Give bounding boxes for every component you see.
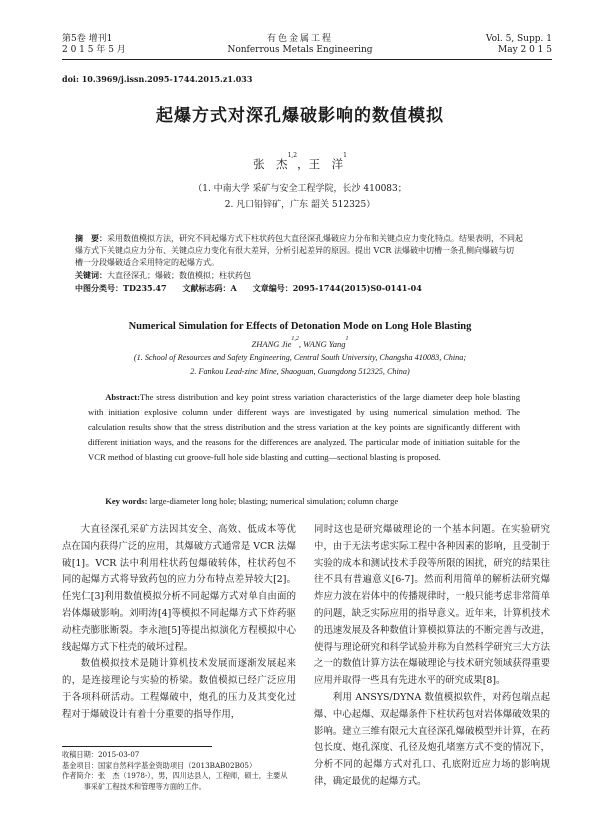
journal-volume (62, 34, 126, 56)
body-paragraph: 同时这也是研究爆破理论的一个基本问题。在实验研究中，由于无法考虑实际工程中各种因素的影响，且受制于实验的成本和测试技术手段等所限的困扰，研究的结果往往不具有普遍意义[6-7]。然而利用简单的解析法研究爆炸应力波在岩体中的传播规律时，一般只能考虑非常简单的问题，缺乏实际应用的指导意义。近年来，计算机技术的迅速发展及各种数值计算模拟算法的不断完善与改进，使得与理论研究和科学试验并称为自然科学研究三大方法之一的数值计算方法在爆破理论与技术研究领域获得重要应用并取得一些具有先进水平的研究成果[8]。 (314, 524, 550, 687)
abstract-cn-line-2: 爆方式下关键点应力分布、关键点应力变化有很大差异，分析引起差异的原因。提出 VCR 法爆破中切槽一条孔侧向爆破与切 (75, 246, 515, 255)
classification-line: 中图分类号：TD235.47 文献标志码：A 文章编号：2095-1744(2015)S0-0141-04 (75, 283, 422, 293)
author-en-1: ZHANG Jie (251, 339, 292, 349)
body-paragraph: 大直径深孔采矿方法因其安全、高效、低成本等优点在国内获得广泛的应用，其爆破方式通常是 VCR 法爆破[1]。VCR 法中利用柱状药包爆破转体，柱状药包不同的起爆方式将导致药包的应力分布特点差异较大[2]。任宪仁[3]利用数值模拟分析不同起爆方式对单自由面的岩体爆破影响。刘明涛[4]等模拟不同起爆方式下炸药驱动柱壳膨胀断裂。李永池[5]等提出拟演化方程模拟中心线起爆方式下柱壳的破坏过程。 (62, 524, 296, 653)
authors-cn (0, 152, 600, 172)
author-cn-2: ，王 洋 (297, 157, 344, 171)
authors-en (0, 336, 600, 349)
footnotes (62, 750, 302, 792)
keywords-en-label: Key words: (105, 496, 148, 506)
author-bio-cont: 事采矿工程技术和管理等方面的工作。 (83, 781, 206, 791)
journal-volume-en (440, 34, 552, 56)
journal-name (200, 34, 400, 56)
author-cn-1-affil: 1,2 (287, 152, 298, 159)
funding: 基金项目：国家自然科学基金资助项目（2013BAB02B05） (62, 760, 257, 770)
author-en-2-affil: 1 (345, 336, 349, 342)
title-en: Numerical Simulation for Effects of Detonation Mode on Long Hole Blasting (128, 321, 472, 332)
abstract-cn-line-3: 槽一分段爆破适合采用特定的起爆方式。 (75, 258, 219, 267)
abstract-en-text: The stress distribution and key point stress variation characteristics of the large diameter deep hole blasting with initiation explosive column under different ways are investigated by using numerical simulation method. The calculation results show that the stress distribution and the stress variation at the key points are significantly different with different initiation ways, and the reasons for the differences are analyzed. The particular mode of initiation suitable for the VCR method of blasting cut groove-full hole side blasting and cutting—sectional blasting is proposed. (88, 392, 520, 462)
volume-issue: 第5卷 增刊1 (62, 34, 113, 44)
author-en-1-affil: 1,2 (291, 336, 299, 342)
title-cn: 起爆方式对深孔爆破影响的数值模拟 (156, 106, 444, 126)
keywords-en (88, 494, 520, 509)
journal-name-en: Nonferrous Metals Engineering (227, 45, 373, 55)
affiliation-en-1 (0, 353, 600, 362)
keywords-en-text: large-diameter long hole; blasting; numerical simulation; column charge (149, 496, 399, 506)
body-paragraph: 数值模拟技术是随计算机技术发展而逐渐发展起来的，是连接理论与实验的桥梁。数值模拟已经广泛应用于各项科研活动。工程爆破中，炮孔的压力及其变化过程对于爆破设计有着十分重要的指导作用， (62, 658, 296, 720)
journal-name-cn: 有色金属工程 (266, 34, 333, 44)
keywords-cn (75, 269, 525, 282)
received-date: 收稿日期：2015-03-07 (62, 750, 140, 759)
header-rule (62, 59, 552, 60)
body-column-left (62, 522, 296, 724)
abstract-cn (75, 232, 525, 294)
issue-date-cn: 2 0 1 5 年 5 月 (62, 45, 126, 55)
affiliation-en-2-text: 2. Fankou Lead-zinc Mine, Shaoguan, Guangdong 512325, China) (190, 367, 410, 376)
keywords-cn-label: 关键词： (75, 270, 107, 280)
volume-en: Vol. 5, Supp. 1 (485, 34, 552, 44)
affiliation-en-1-text: (1. School of Resources and Safety Engineering, Central South University, Changsha 410083, China; (133, 353, 467, 362)
abstract-en-label: Abstract: (105, 392, 141, 402)
author-bio: 作者简介：张 杰（1978-），男，四川达县人，工程师，硕士，主要从 (62, 771, 288, 780)
author-en-2: , WANG Yang (298, 339, 346, 349)
keywords-cn-text: 大直径深孔；爆破；数值模拟；柱状药包 (107, 271, 251, 280)
affiliation-cn-2: 2. 凡口铅锌矿，广东 韶关 512325） (224, 200, 376, 210)
abstract-cn-line-1: 采用数值模拟方法，研究不同起爆方式下柱状药包大直径深孔爆破应力分布和关键点应力变化特点。结果表明，不同起 (107, 234, 523, 243)
author-cn-2-affil: 1 (343, 152, 347, 159)
affiliation-en-2 (0, 367, 600, 376)
body-column-right (314, 522, 550, 791)
footnote-rule (62, 746, 212, 747)
abstract-cn-label: 摘 要： (75, 233, 107, 243)
abstract-en (88, 390, 520, 465)
author-cn-1: 张 杰 (253, 157, 288, 171)
affiliation-cn-1: （1. 中南大学 采矿与安全工程学院，长沙 410083； (193, 184, 407, 194)
body-paragraph: 利用 ANSYS/DYNA 数值模拟软件，对药包端点起爆、中心起爆、双起爆条件下柱状药包对岩体爆破效果的影响。建立三维有限元大直径深孔爆破模型并计算，在药包长度、炮孔深度、孔径及炮孔堵塞方式不变的情况下，分析不同的起爆方式对孔口、孔底附近应力场的影响规律，确定最优的起爆方式。 (314, 691, 550, 787)
doi: doi: 10.3969/j.issn.2095-1744.2015.z1.033 (62, 74, 253, 84)
issue-date-en: May 2 0 1 5 (497, 45, 552, 55)
